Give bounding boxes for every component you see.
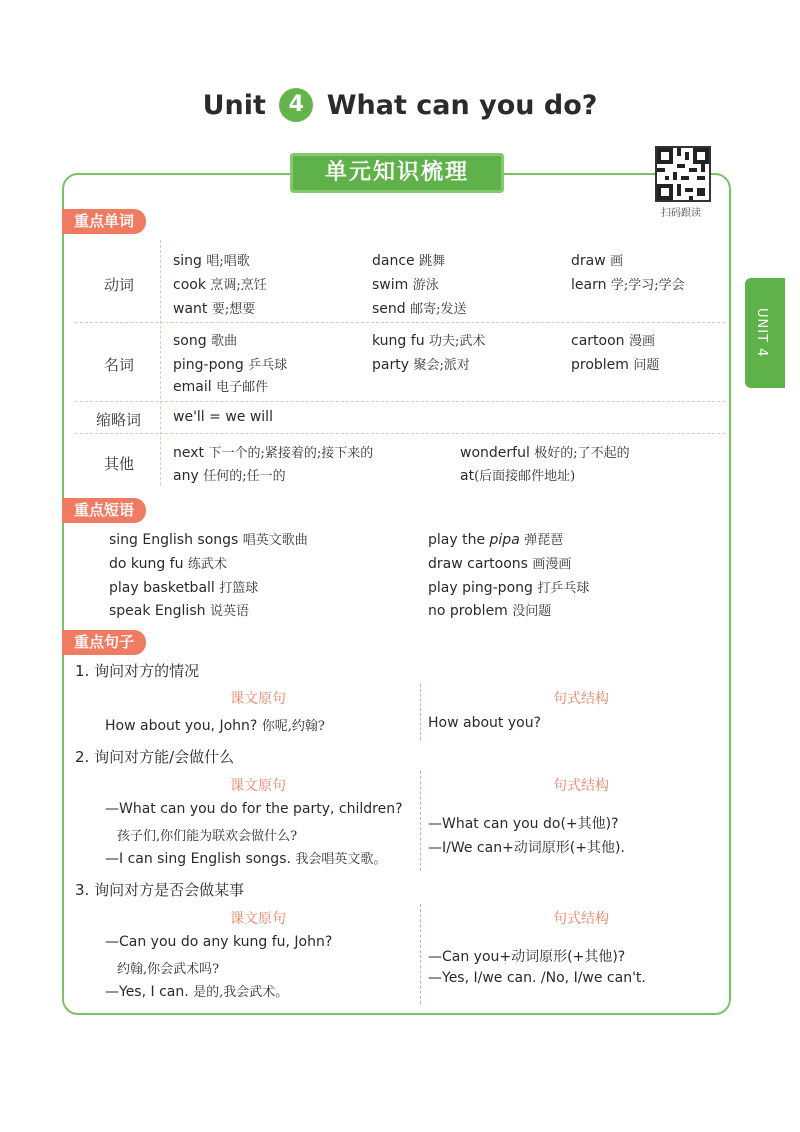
vocab-item: dance 跳舞 xyxy=(372,253,446,269)
section-key-sentences: 重点句子 xyxy=(62,630,146,655)
sentence-translation: 约翰,你会武术吗? xyxy=(117,962,220,977)
vocab-item: email 电子邮件 xyxy=(173,379,269,395)
vocab-item: wonderful 极好的;了不起的 xyxy=(460,445,630,461)
vocab-item: problem 问题 xyxy=(571,357,660,373)
vocab-item: any 任何的;任一的 xyxy=(173,468,286,484)
vocab-item: party 聚会;派对 xyxy=(372,357,470,373)
sentence-group-title: 2. 询问对方能/会做什么 xyxy=(75,748,235,766)
col-right-label: 句式结构 xyxy=(553,691,609,707)
summary-banner: 单元知识梳理 xyxy=(290,153,504,193)
phrase-item: draw cartoons 画漫画 xyxy=(428,556,572,572)
phrase-item: no problem 没问题 xyxy=(428,603,552,619)
vocab-column-divider xyxy=(160,240,161,485)
section-key-words: 重点单词 xyxy=(62,209,146,234)
phrase-item: do kung fu 练武术 xyxy=(109,556,227,572)
sentence-structure: —Yes, I/we can. /No, I/we can't. xyxy=(428,970,646,986)
vocab-item: kung fu 功夫;武术 xyxy=(372,333,486,349)
col-right-label: 句式结构 xyxy=(553,778,609,794)
vocab-item: ping-pong 乒乓球 xyxy=(173,357,288,373)
sentence-text: How about you, John? 你呢,约翰? xyxy=(105,718,325,734)
phrase-item: sing English songs 唱英文歌曲 xyxy=(109,532,308,548)
qr-label: 扫码跟读 xyxy=(661,208,701,219)
vocab-item: swim 游泳 xyxy=(372,277,439,293)
side-tab-label: UNIT 4 xyxy=(754,308,769,358)
abbr-value: we'll = we will xyxy=(173,409,273,425)
sentence-text: —Yes, I can. 是的,我会武术。 xyxy=(105,984,289,1000)
vocab-item: cook 烹调;烹饪 xyxy=(173,277,267,293)
vocab-item: next 下一个的;紧接着的;接下来的 xyxy=(173,445,374,461)
col-left-label: 课文原句 xyxy=(230,778,286,794)
title-text: What can you do? xyxy=(326,90,598,121)
vocab-item: draw 画 xyxy=(571,253,624,269)
others-label: 其他 xyxy=(104,455,135,473)
sentence-group-title: 1. 询问对方的情况 xyxy=(75,662,200,680)
sentence-structure: —I/We can+动词原形(+其他). xyxy=(428,840,625,856)
phrase-item: play basketball 打篮球 xyxy=(109,580,259,596)
sentence-structure: —Can you+动词原形(+其他)? xyxy=(428,949,626,965)
col-right-label: 句式结构 xyxy=(553,911,609,927)
unit-side-tab[interactable] xyxy=(745,278,785,388)
sentence-text: —I can sing English songs. 我会唱英文歌。 xyxy=(105,851,387,867)
sentence-structure: How about you? xyxy=(428,715,541,731)
divider xyxy=(75,322,725,324)
vocab-item: learn 学;学习;学会 xyxy=(571,277,685,293)
abbr-label: 缩略词 xyxy=(96,411,142,429)
divider xyxy=(75,433,725,435)
sentence-group-title: 3. 询问对方是否会做某事 xyxy=(75,881,245,899)
section-key-phrases: 重点短语 xyxy=(62,498,146,523)
title-unit: Unit xyxy=(202,90,266,121)
qr-code-icon[interactable] xyxy=(655,146,711,202)
vocab-item: want 要;想要 xyxy=(173,301,256,317)
col-left-label: 课文原句 xyxy=(230,691,286,707)
column-divider xyxy=(420,684,421,740)
divider xyxy=(75,401,725,403)
nouns-label: 名词 xyxy=(104,356,135,374)
phrase-item: play ping-pong 打乒乓球 xyxy=(428,580,590,596)
unit-number-badge: 4 xyxy=(279,88,313,122)
phrase-item: speak English 说英语 xyxy=(109,603,249,619)
phrase-item: play the pipa 弹琵琶 xyxy=(428,532,564,548)
sentence-structure: —What can you do(+其他)? xyxy=(428,816,619,832)
vocab-item: at(后面接邮件地址) xyxy=(460,468,576,484)
vocab-item: song 歌曲 xyxy=(173,333,238,349)
col-left-label: 课文原句 xyxy=(230,911,286,927)
sentence-translation: 孩子们,你们能为联欢会做什么? xyxy=(117,829,298,844)
vocab-item: cartoon 漫画 xyxy=(571,333,655,349)
verbs-label: 动词 xyxy=(104,276,135,294)
column-divider xyxy=(420,771,421,871)
sentence-text: —What can you do for the party, children? xyxy=(105,801,403,817)
column-divider xyxy=(420,904,421,1004)
page-title xyxy=(0,88,800,122)
vocab-item: send 邮寄;发送 xyxy=(372,301,467,317)
sentence-text: —Can you do any kung fu, John? xyxy=(105,934,333,950)
vocab-item: sing 唱;唱歌 xyxy=(173,253,250,269)
